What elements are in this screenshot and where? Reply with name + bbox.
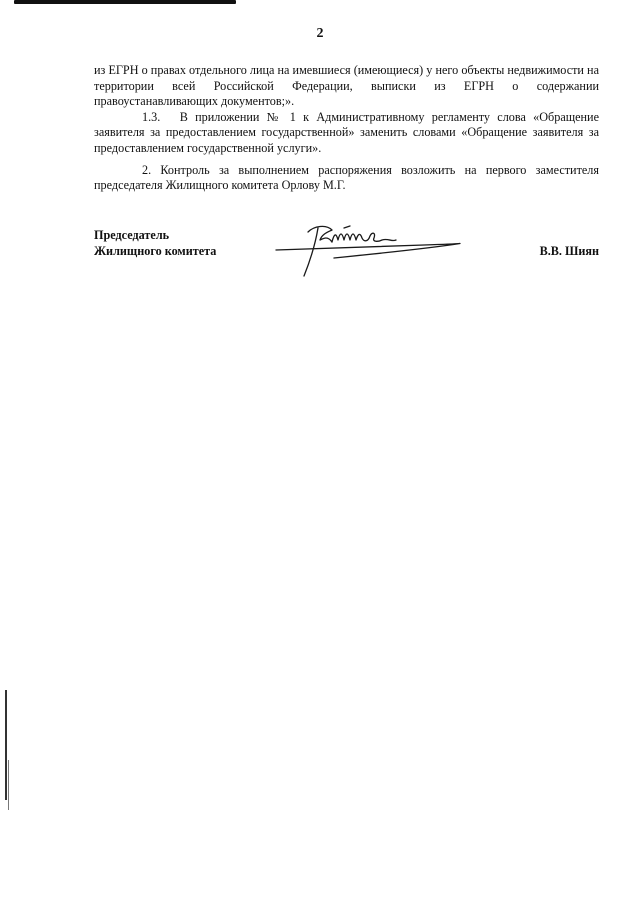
- paragraph-continuation: из ЕГРН о правах отдельного лица на имевшиеся (имеющиеся) у него объекты недвижимости на территории всей Российской Федерации, выписки из ЕГРН о содержании правоустанавливающих документов;».: [94, 63, 599, 109]
- page-number: 2: [316, 26, 324, 41]
- signer-title-line-1: Председатель: [94, 228, 170, 242]
- handwritten-signature-icon: [274, 220, 464, 284]
- signer-title-line-2: Жилищного комитета: [94, 243, 217, 258]
- paragraph-item-2: 2. Контроль за выполнением распоряжения возложить на первого заместителя председателя Жилищного комитета Орлову М.Г.: [94, 162, 599, 193]
- scan-edge-top-rule: [14, 0, 236, 4]
- document-body: [94, 63, 599, 194]
- paragraph-item-1-3: 1.3. В приложении № 1 к Административному регламенту слова «Обращение заявителя за предоставлением государственной» заменить словами «Обращение заявителя за предоставлением государственной услуги».: [94, 109, 599, 155]
- scan-edge-left-rule-secondary: [8, 760, 9, 810]
- signer-title: [94, 228, 216, 259]
- signature-block: [94, 228, 599, 288]
- scan-edge-left-rule: [5, 690, 7, 800]
- signer-name: В.В. Шиян: [539, 244, 599, 258]
